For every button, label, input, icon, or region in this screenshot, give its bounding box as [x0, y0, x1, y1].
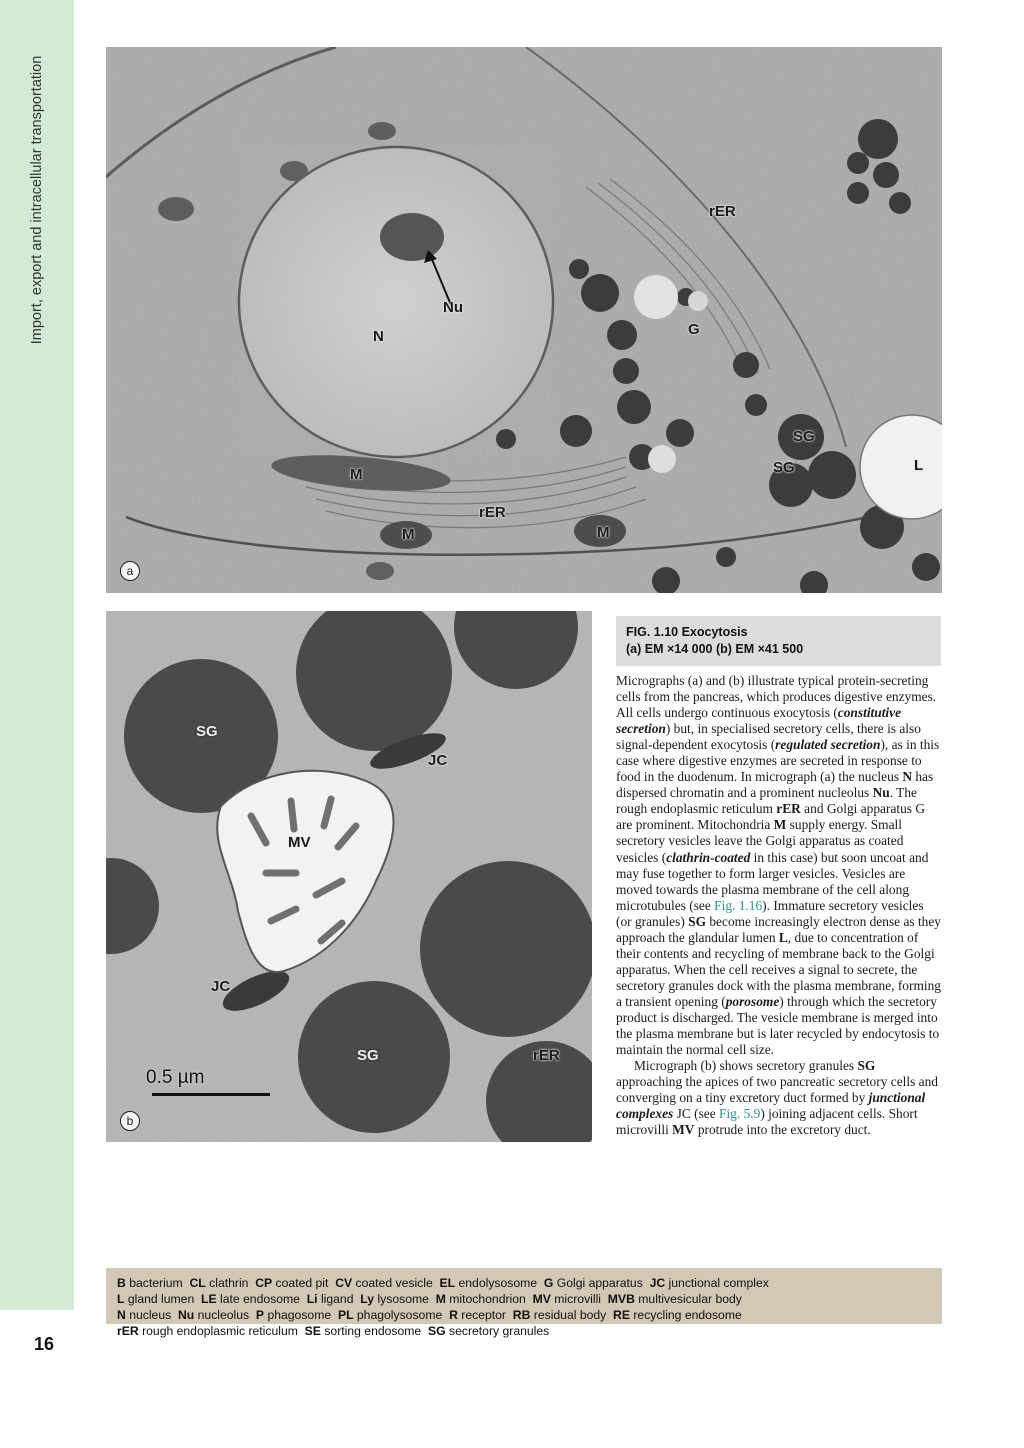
abbrev-term: PL [337, 1308, 354, 1322]
label-nucleolus: Nu [443, 299, 463, 316]
abbrev-definition: bacterium [125, 1276, 183, 1290]
label-mitochondrion-1: M [350, 466, 363, 483]
abbrev-definition: clathrin [205, 1276, 249, 1290]
abbrev-line-4 [117, 1323, 932, 1339]
caption-subtitle: (a) EM ×14 000 (b) EM ×41 500 [626, 642, 804, 656]
abbrev-definition: recycling endosome [629, 1308, 742, 1322]
abbrev-definition: phagosome [264, 1308, 332, 1322]
abbrev-definition: gland lumen [124, 1292, 195, 1306]
abbrev-term: R [449, 1308, 458, 1322]
panel-letter-a: a [120, 561, 140, 581]
abbrev-definition: nucleus [125, 1308, 172, 1322]
label-sg-1: SG [793, 428, 815, 445]
abbrev-term: rER [117, 1324, 139, 1338]
label-jc-bottom: JC [211, 978, 231, 995]
label-microvilli: MV [288, 834, 311, 851]
abbrev-definition: receptor [457, 1308, 506, 1322]
abbrev-term: RB [512, 1308, 531, 1322]
abbrev-definition: coated pit [272, 1276, 329, 1290]
scale-bar-label: 0.5 µm [146, 1067, 205, 1088]
body-text [616, 673, 942, 1138]
abbrev-definition: residual body [530, 1308, 607, 1322]
abbrev-term: SG [428, 1324, 446, 1338]
label-nucleus: N [373, 328, 384, 345]
abbrev-definition: junctional complex [665, 1276, 769, 1290]
abbrev-definition: late endosome [216, 1292, 300, 1306]
abbrev-definition: nucleolus [194, 1308, 250, 1322]
paragraph-2: Micrograph (b) shows secretory granules SG approaching the apices of two pancreatic secretory cells and converging on a tiny excretory duct formed by junctional complexes JC (see Fig. 5.9) joining adjacent cells. Short microvilli MV protrude into the excretory duct. [616, 1058, 938, 1138]
label-rer-top: rER [709, 203, 736, 220]
chapter-title: Import, export and intracellular transportation [29, 55, 45, 345]
abbrev-term: LE [201, 1292, 217, 1306]
abbrev-line-3 [117, 1307, 932, 1323]
micrograph-b [106, 611, 592, 1142]
paragraph-1: Micrographs (a) and (b) illustrate typical protein-secreting cells from the pancreas, which produces digestive enzymes. All cells undergo continuous exocytosis (constitutive secretion) but, in specialised secretory cells, there is also signal-dependent exocytosis (regulated secretion), as in this case where digestive enzymes are secreted in response to food in the duodenum. In micrograph (a) the nucleus N has dispersed chromatin and a prominent nucleolus Nu. The rough endoplasmic reticulum rER and Golgi apparatus G are prominent. Mitochondria M supply energy. Small secretory vesicles leave the Golgi apparatus as coated vesicles (clathrin-coated in this case) but soon uncoat and may fuse together to form larger vesicles. Vesicles are moved towards the plasma membrane of the cell along microtubules (see Fig. 1.16). Immature secretory vesicles (or granules) SG become increasingly electron dense as they approach the glandular lumen L, due to concentration of their contents and recycling of membrane back to the Golgi apparatus. When the cell receives a signal to secrete, the secretory granules dock with the plasma membrane, forming a transient opening (porosome) through which the secretory product is discharged. The vesicle membrane is merged into the plasma membrane but is later recycled by endocytosis to maintain the normal cell size. [616, 673, 941, 1058]
label-rer: rER [533, 1047, 560, 1064]
abbrev-definition: rough endoplasmic reticulum [138, 1324, 298, 1338]
abbrev-term: SE [304, 1324, 321, 1338]
abbrev-term: EL [439, 1276, 456, 1290]
scale-bar [146, 1067, 276, 1099]
abbrev-term: CP [255, 1276, 273, 1290]
micrograph-b-image [106, 611, 592, 1142]
abbrev-line-1 [117, 1275, 932, 1291]
label-sg-bottom: SG [357, 1047, 379, 1064]
abbrev-term: P [255, 1308, 265, 1322]
abbrev-term: CL [189, 1276, 206, 1290]
abbrev-definition: endolysosome [455, 1276, 538, 1290]
abbrev-term: RE [613, 1308, 630, 1322]
link-fig-1-16[interactable]: Fig. 1.16 [714, 897, 763, 913]
abbrev-definition: phagolysosome [353, 1308, 443, 1322]
abbrev-term: B [117, 1276, 126, 1290]
abbrev-definition: lysosome [374, 1292, 429, 1306]
label-sg-2: SG [773, 459, 795, 476]
abbrev-term: MV [532, 1292, 551, 1306]
abbrev-definition: ligand [317, 1292, 354, 1306]
scale-bar-line [152, 1093, 270, 1096]
label-sg-top: SG [196, 723, 218, 740]
figure-caption [616, 616, 941, 666]
panel-letter-b: b [120, 1111, 140, 1131]
label-mitochondrion-2: M [402, 526, 415, 543]
abbrev-term: Li [306, 1292, 318, 1306]
abbrev-line-2 [117, 1291, 932, 1307]
label-lumen: L [914, 457, 924, 474]
abbrev-term: M [435, 1292, 446, 1306]
abbrev-definition: microvilli [550, 1292, 601, 1306]
abbrev-term: G [543, 1276, 554, 1290]
label-mitochondrion-3: M [597, 524, 610, 541]
abbrev-definition: Golgi apparatus [553, 1276, 643, 1290]
abbrev-term: N [117, 1308, 126, 1322]
abbrev-term: Nu [178, 1308, 195, 1322]
page-number: 16 [34, 1334, 55, 1354]
abbrev-term: Ly [360, 1292, 375, 1306]
link-fig-5-9[interactable]: Fig. 5.9 [719, 1106, 761, 1122]
label-golgi: G [688, 321, 700, 338]
abbrev-definition: mitochondrion [445, 1292, 526, 1306]
abbrev-term: MVB [607, 1292, 635, 1306]
label-rer-bottom: rER [479, 504, 506, 521]
micrograph-a [106, 47, 942, 593]
abbrev-definition: coated vesicle [352, 1276, 433, 1290]
abbrev-definition: sorting endosome [320, 1324, 422, 1338]
abbrev-term: JC [649, 1276, 666, 1290]
label-jc-top: JC [428, 752, 448, 769]
abbrev-term: CV [335, 1276, 353, 1290]
abbrev-definition: multivesicular body [634, 1292, 742, 1306]
abbrev-term: L [117, 1292, 125, 1306]
abbreviations-box [106, 1268, 942, 1338]
chapter-side-tab [0, 0, 74, 1310]
abbrev-definition: secretory granules [445, 1324, 550, 1338]
caption-title: FIG. 1.10 Exocytosis [626, 625, 748, 639]
micrograph-a-image [106, 47, 942, 593]
